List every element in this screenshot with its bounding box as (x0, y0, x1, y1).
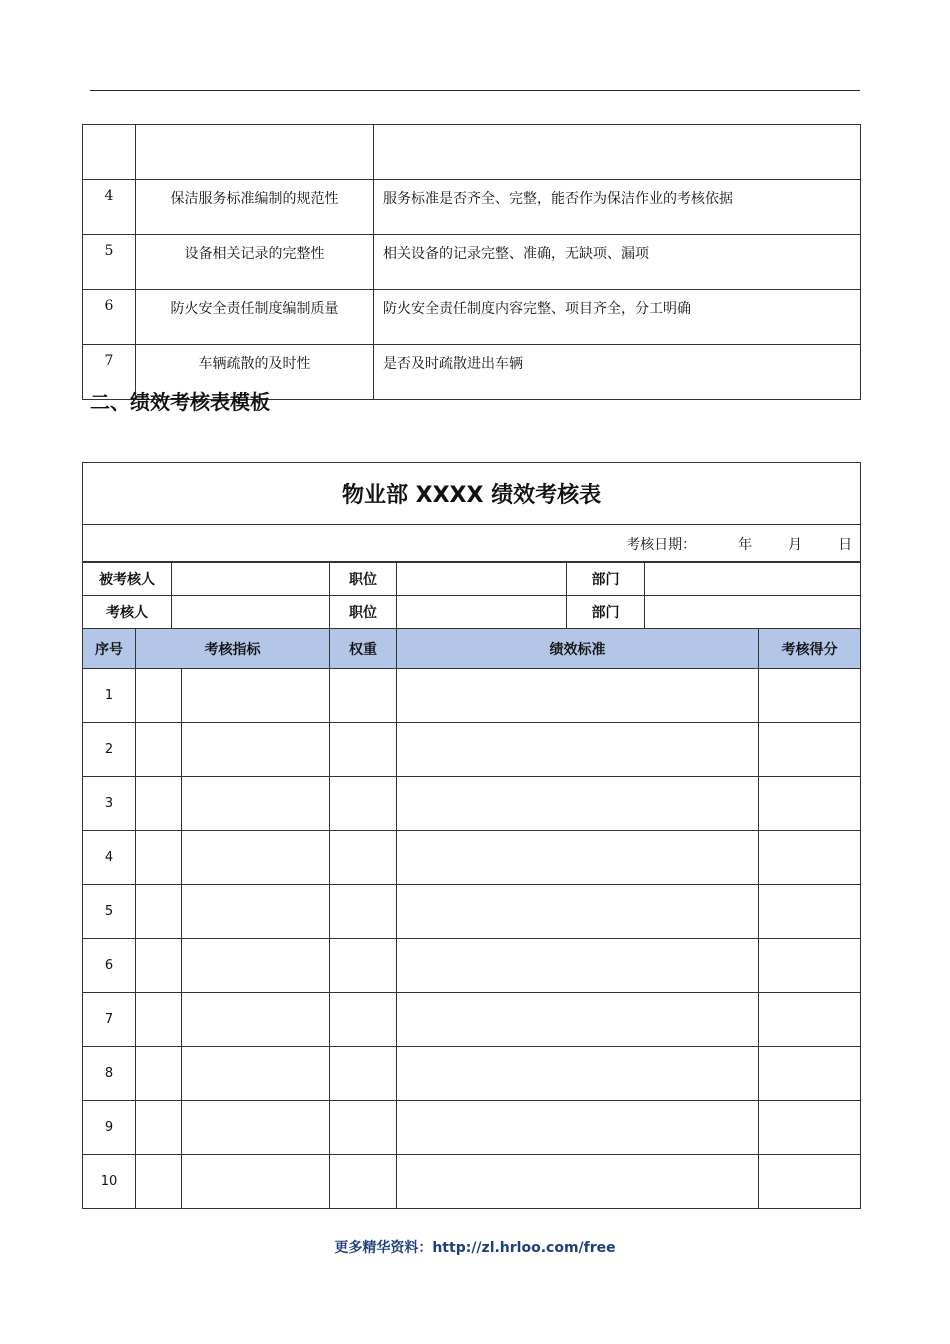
table-row (83, 1101, 861, 1155)
standard-cell[interactable] (397, 723, 759, 777)
score-cell[interactable] (759, 777, 861, 831)
row-number: 5 (83, 885, 136, 939)
criteria-item: 设备相关记录的完整性 (136, 235, 374, 290)
form-title: 物业部 XXXX 绩效考核表 (83, 463, 861, 525)
indicator-detail-cell[interactable] (182, 1155, 330, 1209)
criteria-item: 车辆疏散的及时性 (136, 345, 374, 400)
standard-cell[interactable] (397, 1101, 759, 1155)
table-row (83, 125, 861, 180)
score-cell[interactable] (759, 1155, 861, 1209)
table-row (83, 885, 861, 939)
indicator-detail-cell[interactable] (182, 831, 330, 885)
date-day: 日 (838, 536, 853, 553)
assessor-position-field[interactable] (397, 596, 567, 629)
assessee-dept-field[interactable] (645, 562, 861, 596)
header-indicator: 考核指标 (136, 629, 330, 669)
criteria-item (136, 125, 374, 180)
standard-cell[interactable] (397, 1155, 759, 1209)
indicator-detail-cell[interactable] (182, 1047, 330, 1101)
standard-cell[interactable] (397, 777, 759, 831)
row-number: 6 (83, 290, 136, 345)
indicator-detail-cell[interactable] (182, 723, 330, 777)
indicator-cell[interactable] (136, 831, 182, 885)
assessor-field[interactable] (172, 596, 330, 629)
assessor-dept-field[interactable] (645, 596, 861, 629)
table-row (83, 290, 861, 345)
indicator-detail-cell[interactable] (182, 669, 330, 723)
footer-link[interactable]: 更多精华资料：http://zl.hrloo.com/free (334, 1240, 616, 1256)
score-cell[interactable] (759, 723, 861, 777)
dept-label: 部门 (567, 562, 645, 596)
standard-cell[interactable] (397, 939, 759, 993)
indicator-cell[interactable] (136, 777, 182, 831)
criteria-description (374, 125, 861, 180)
row-number: 4 (83, 180, 136, 235)
indicator-cell[interactable] (136, 723, 182, 777)
weight-cell[interactable] (330, 1101, 397, 1155)
header-score: 考核得分 (759, 629, 861, 669)
standard-cell[interactable] (397, 885, 759, 939)
standard-cell[interactable] (397, 831, 759, 885)
indicator-cell[interactable] (136, 885, 182, 939)
indicator-detail-cell[interactable] (182, 777, 330, 831)
assessment-date (83, 525, 861, 563)
table-row (83, 669, 861, 723)
indicator-cell[interactable] (136, 669, 182, 723)
indicator-cell[interactable] (136, 1047, 182, 1101)
table-row (83, 831, 861, 885)
weight-cell[interactable] (330, 831, 397, 885)
row-number: 4 (83, 831, 136, 885)
row-number: 2 (83, 723, 136, 777)
table-row (83, 180, 861, 235)
header-standard: 绩效标准 (397, 629, 759, 669)
table-row (83, 235, 861, 290)
criteria-table (82, 124, 861, 400)
header-row (83, 629, 861, 669)
header-rule (90, 90, 860, 91)
date-month: 月 (788, 536, 803, 553)
date-label: 考核日期： (626, 536, 697, 553)
weight-cell[interactable] (330, 993, 397, 1047)
score-cell[interactable] (759, 1047, 861, 1101)
score-cell[interactable] (759, 939, 861, 993)
row-number: 6 (83, 939, 136, 993)
score-cell[interactable] (759, 885, 861, 939)
score-cell[interactable] (759, 993, 861, 1047)
dept-label: 部门 (567, 596, 645, 629)
indicator-detail-cell[interactable] (182, 885, 330, 939)
table-row (83, 1047, 861, 1101)
weight-cell[interactable] (330, 885, 397, 939)
indicator-cell[interactable] (136, 939, 182, 993)
row-number: 5 (83, 235, 136, 290)
assessee-field[interactable] (172, 562, 330, 596)
row-number: 9 (83, 1101, 136, 1155)
table-row (83, 993, 861, 1047)
position-label: 职位 (330, 562, 397, 596)
row-number (83, 125, 136, 180)
score-table (82, 628, 861, 1209)
indicator-detail-cell[interactable] (182, 1101, 330, 1155)
standard-cell[interactable] (397, 993, 759, 1047)
weight-cell[interactable] (330, 1155, 397, 1209)
performance-form (82, 462, 861, 563)
score-cell[interactable] (759, 831, 861, 885)
table-row (83, 723, 861, 777)
indicator-cell[interactable] (136, 993, 182, 1047)
indicator-cell[interactable] (136, 1155, 182, 1209)
criteria-item: 保洁服务标准编制的规范性 (136, 180, 374, 235)
criteria-description: 相关设备的记录完整、准确，无缺项、漏项 (374, 235, 861, 290)
personnel-info (82, 561, 861, 629)
date-year: 年 (738, 536, 753, 553)
table-row (83, 777, 861, 831)
criteria-description: 防火安全责任制度内容完整、项目齐全，分工明确 (374, 290, 861, 345)
row-number: 3 (83, 777, 136, 831)
row-number: 7 (83, 993, 136, 1047)
criteria-item: 防火安全责任制度编制质量 (136, 290, 374, 345)
row-number: 8 (83, 1047, 136, 1101)
row-number: 7 (83, 345, 136, 400)
section-title: 二、绩效考核表模板 (90, 390, 270, 414)
position-label: 职位 (330, 596, 397, 629)
table-row (83, 1155, 861, 1209)
indicator-detail-cell[interactable] (182, 939, 330, 993)
row-number: 1 (83, 669, 136, 723)
weight-cell[interactable] (330, 939, 397, 993)
criteria-description: 服务标准是否齐全、完整，能否作为保洁作业的考核依据 (374, 180, 861, 235)
header-no: 序号 (83, 629, 136, 669)
assessee-label: 被考核人 (83, 562, 172, 596)
table-row (83, 939, 861, 993)
weight-cell[interactable] (330, 669, 397, 723)
criteria-description: 是否及时疏散进出车辆 (374, 345, 861, 400)
standard-cell[interactable] (397, 1047, 759, 1101)
indicator-detail-cell[interactable] (182, 993, 330, 1047)
assessor-label: 考核人 (83, 596, 172, 629)
score-cell[interactable] (759, 1101, 861, 1155)
row-number: 10 (83, 1155, 136, 1209)
standard-cell[interactable] (397, 669, 759, 723)
assessee-position-field[interactable] (397, 562, 567, 596)
weight-cell[interactable] (330, 1047, 397, 1101)
weight-cell[interactable] (330, 723, 397, 777)
indicator-cell[interactable] (136, 1101, 182, 1155)
weight-cell[interactable] (330, 777, 397, 831)
score-cell[interactable] (759, 669, 861, 723)
header-weight: 权重 (330, 629, 397, 669)
